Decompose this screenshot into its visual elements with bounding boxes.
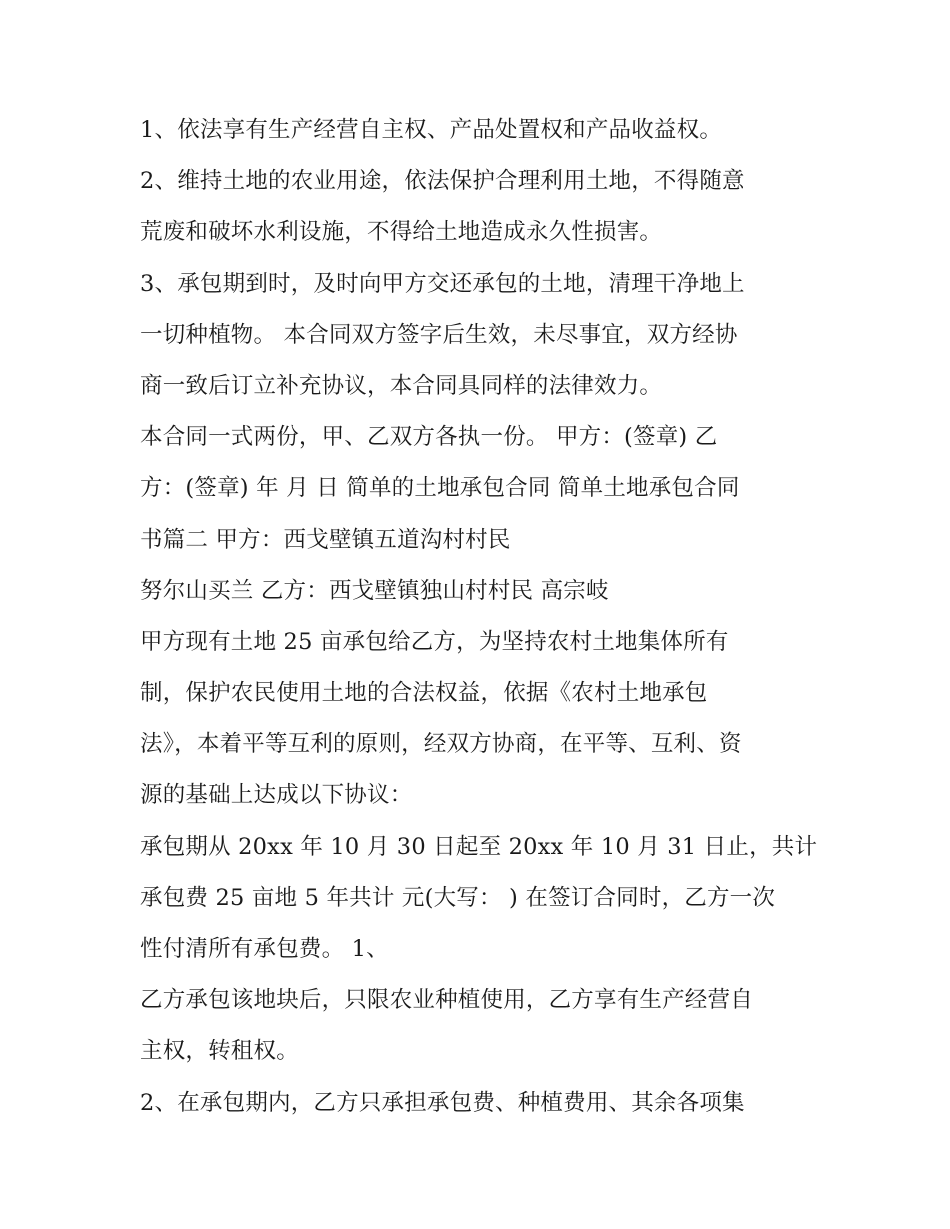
text-line: 3、承包期到时，及时向甲方交还承包的土地，清理干净地上 — [140, 270, 745, 297]
text-line: 甲方现有土地 25 亩承包给乙方，为坚持农村土地集体所有 — [140, 628, 729, 655]
text-line: 2、维持土地的农业用途，依法保护合理利用土地，不得随意 — [140, 168, 745, 195]
text-line: 承包费 25 亩地 5 年共计 元(大写： ) 在签订合同时，乙方一次 — [140, 884, 776, 911]
text-line: 主权，转租权。 — [140, 1038, 299, 1065]
text-line: 商一致后订立补充协议，本合同具同样的法律效力。 — [140, 372, 663, 399]
text-line: 乙方承包该地块后，只限农业种植使用，乙方享有生产经营自 — [140, 987, 753, 1014]
text-line: 1、依法享有生产经营自主权、产品处置权和产品收益权。 — [140, 117, 723, 143]
text-line: 承包期从 20xx 年 10 月 30 日起至 20xx 年 10 月 31 日止，共计 — [140, 833, 818, 860]
text-line: 制，保护农民使用土地的合法权益，依据《农村土地承包 — [140, 680, 708, 707]
text-line: 性付清所有承包费。 1、 — [140, 936, 389, 962]
text-line: 一切种植物。 本合同双方签字后生效，未尽事宜，双方经协 — [140, 321, 738, 348]
text-line: 努尔山买兰 乙方：西戈壁镇独山村村民 高宗岐 — [140, 577, 609, 604]
text-line: 2、在承包期内，乙方只承担承包费、种植费用、其余各项集 — [140, 1089, 745, 1116]
text-line: 书篇二 甲方：西戈壁镇五道沟村村民 — [140, 526, 511, 553]
text-line: 本合同一式两份，甲、乙双方各执一份。 甲方：(签章) 乙 — [140, 424, 718, 451]
contract-text — [140, 105, 830, 1129]
text-line: 法》，本着平等互利的原则，经双方协商，在平等、互利、资 — [140, 731, 742, 758]
text-line: 荒废和破坏水利设施，不得给土地造成永久性损害。 — [140, 219, 663, 246]
text-line: 方：(签章) 年 月 日 简单的土地承包合同 简单土地承包合同 — [140, 475, 740, 502]
text-line: 源的基础上达成以下协议： — [140, 782, 413, 809]
